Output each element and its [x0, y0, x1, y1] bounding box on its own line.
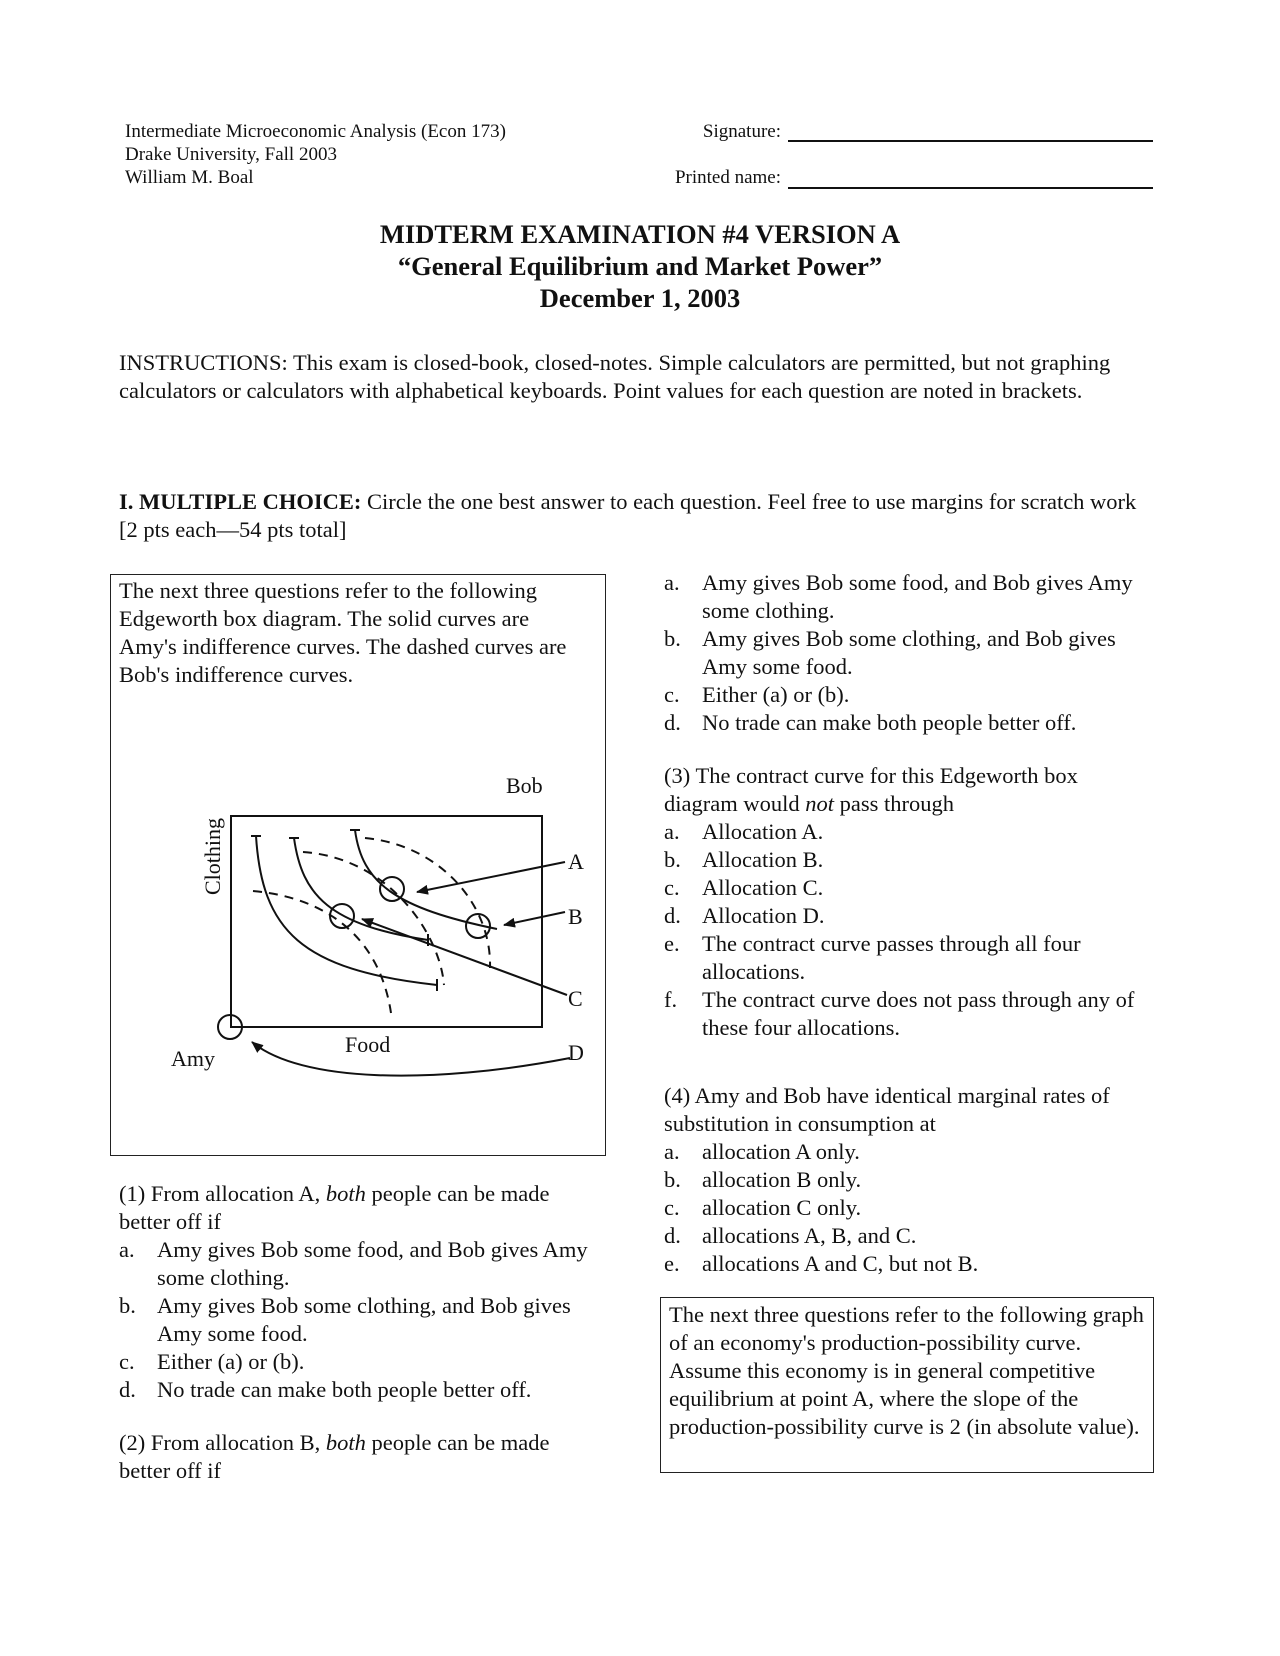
q4-option-b[interactable] [664, 1166, 1154, 1194]
production-possibility-intro-box [660, 1297, 1154, 1473]
option-text: Amy gives Bob some clothing, and Bob gives Amy some food. [702, 626, 1116, 679]
ppc-intro-text: The next three questions refer to the following graph of an economy's production-possibility curve. Assume this economy is in general competitive equilibrium at point A, where the slope of the production-possibility curve is 2 (in absolute value). [669, 1302, 1144, 1439]
option-letter: c. [119, 1349, 135, 1374]
edgeworth-diagram [110, 760, 606, 1110]
section-title: I. MULTIPLE CHOICE: [119, 489, 362, 514]
instructor-name: William M. Boal [125, 167, 254, 188]
option-text: Allocation B. [702, 847, 824, 872]
bob-label: Bob [506, 773, 543, 798]
option-letter: d. [119, 1377, 136, 1402]
amy-label: Amy [171, 1046, 215, 1071]
option-text: allocation A only. [702, 1139, 860, 1164]
question-2-options [664, 569, 1139, 737]
q3-stem-pre: (3) The contract curve for this Edgeworth box diagram would [664, 763, 1078, 816]
signature-field[interactable] [788, 140, 1153, 142]
q1-option-a[interactable] [119, 1236, 589, 1292]
q2-option-b[interactable] [664, 625, 1139, 681]
option-text: Either (a) or (b). [157, 1349, 305, 1374]
option-text: The contract curve does not pass through any of these four allocations. [702, 987, 1135, 1040]
q4-option-a[interactable] [664, 1138, 1154, 1166]
option-text: Amy gives Bob some clothing, and Bob gives Amy some food. [157, 1293, 571, 1346]
printed-name-label: Printed name: [674, 167, 781, 188]
option-text: allocation B only. [702, 1167, 862, 1192]
q2-option-d[interactable] [664, 709, 1139, 737]
section-instructions: Circle the one best answer to each question. Feel free to use margins for scratch work [2 pts each—54 pts total] [119, 489, 1137, 542]
clothing-axis-label: Clothing [200, 817, 225, 895]
option-letter: b. [664, 847, 681, 872]
q3-stem-emphasis: not [805, 791, 834, 816]
q3-option-a[interactable] [664, 818, 1144, 846]
option-letter: c. [664, 875, 680, 900]
question-4-stem: (4) Amy and Bob have identical marginal rates of substitution in consumption at [664, 1083, 1110, 1136]
exam-title: MIDTERM EXAMINATION #4 VERSION A [379, 219, 901, 249]
q1-stem-pre: (1) From allocation A, [119, 1181, 326, 1206]
option-text: allocation C only. [702, 1195, 862, 1220]
arrow-to-c [362, 919, 567, 995]
option-letter: e. [664, 931, 680, 956]
option-letter: d. [664, 710, 681, 735]
q4-option-d[interactable] [664, 1222, 1154, 1250]
arrow-to-d [252, 1042, 570, 1076]
option-text: Allocation A. [702, 819, 824, 844]
option-text: allocations A and C, but not B. [702, 1251, 979, 1276]
course-info [125, 120, 506, 189]
bob-indifference-curve-2 [303, 852, 444, 985]
option-letter: c. [664, 1195, 680, 1220]
option-letter: e. [664, 1251, 680, 1276]
printed-name-field[interactable] [788, 187, 1153, 189]
option-text: Amy gives Bob some food, and Bob gives Amy some clothing. [157, 1237, 588, 1290]
option-text: Either (a) or (b). [702, 682, 850, 707]
amy-indifference-curve-1 [256, 836, 437, 985]
q2-option-c[interactable] [664, 681, 1139, 709]
school-term: Drake University, Fall 2003 [125, 144, 337, 165]
option-letter: d. [664, 903, 681, 928]
question-3-stem [664, 762, 1144, 818]
q2-stem-pre: (2) From allocation B, [119, 1430, 326, 1455]
exam-date: December 1, 2003 [539, 283, 741, 313]
bob-indifference-curve-3 [365, 838, 490, 968]
option-letter: b. [119, 1293, 136, 1318]
option-letter: c. [664, 682, 680, 707]
q3-option-b[interactable] [664, 846, 1144, 874]
option-letter: d. [664, 1223, 681, 1248]
q4-option-c[interactable] [664, 1194, 1154, 1222]
option-letter: a. [664, 1139, 680, 1164]
label-b: B [568, 904, 583, 929]
q2-option-a[interactable] [664, 569, 1139, 625]
label-c: C [568, 986, 583, 1011]
q1-stem-post: people can be made better off if [119, 1181, 550, 1234]
option-letter: a. [664, 570, 680, 595]
option-text: Amy gives Bob some food, and Bob gives Amy some clothing. [702, 570, 1133, 623]
q1-option-b[interactable] [119, 1292, 589, 1348]
q3-option-c[interactable] [664, 874, 1144, 902]
question-1 [119, 1180, 589, 1404]
food-axis-label: Food [345, 1032, 391, 1057]
option-letter: a. [664, 819, 680, 844]
q2-stem-post: people can be made better off if [119, 1430, 550, 1483]
option-letter: a. [119, 1237, 135, 1262]
q2-stem-emphasis: both [325, 1430, 366, 1455]
option-text: No trade can make both people better off. [157, 1377, 532, 1402]
q4-option-e[interactable] [664, 1250, 1154, 1278]
question-3 [664, 762, 1144, 1042]
instructions: INSTRUCTIONS: This exam is closed-book, closed-notes. Simple calculators are permitted, but not graphing calculators or calculators with alphabetical keyboards. Point values for each question are noted in brackets. [119, 350, 1111, 403]
q1-option-d[interactable] [119, 1376, 589, 1404]
option-text: The contract curve passes through all four allocations. [702, 931, 1081, 984]
q3-option-e[interactable] [664, 930, 1144, 986]
q3-option-d[interactable] [664, 902, 1144, 930]
section-heading [119, 488, 1154, 544]
question-1-stem [119, 1180, 589, 1236]
q1-option-c[interactable] [119, 1348, 589, 1376]
exam-subtitle: “General Equilibrium and Market Power” [397, 251, 883, 281]
edgeworth-intro-text: The next three questions refer to the following Edgeworth box diagram. The solid curves are Amy's indifference curves. The dashed curves are Bob's indifference curves. [119, 578, 567, 687]
q3-option-f[interactable] [664, 986, 1144, 1042]
question-2-stem [119, 1429, 589, 1485]
option-letter: b. [664, 1167, 681, 1192]
option-text: allocations A, B, and C. [702, 1223, 917, 1248]
signature-label: Signature: [702, 121, 781, 142]
label-d: D [568, 1040, 584, 1065]
option-letter: f. [664, 987, 678, 1012]
option-text: No trade can make both people better off. [702, 710, 1077, 735]
option-text: Allocation C. [702, 875, 824, 900]
q3-stem-post: pass through [833, 791, 954, 816]
option-letter: b. [664, 626, 681, 651]
q1-stem-emphasis: both [325, 1181, 366, 1206]
course-title: Intermediate Microeconomic Analysis (Econ 173) [125, 121, 506, 142]
arrow-to-b [504, 912, 565, 925]
label-a: A [568, 849, 584, 874]
question-4 [664, 1082, 1154, 1278]
option-text: Allocation D. [702, 903, 825, 928]
